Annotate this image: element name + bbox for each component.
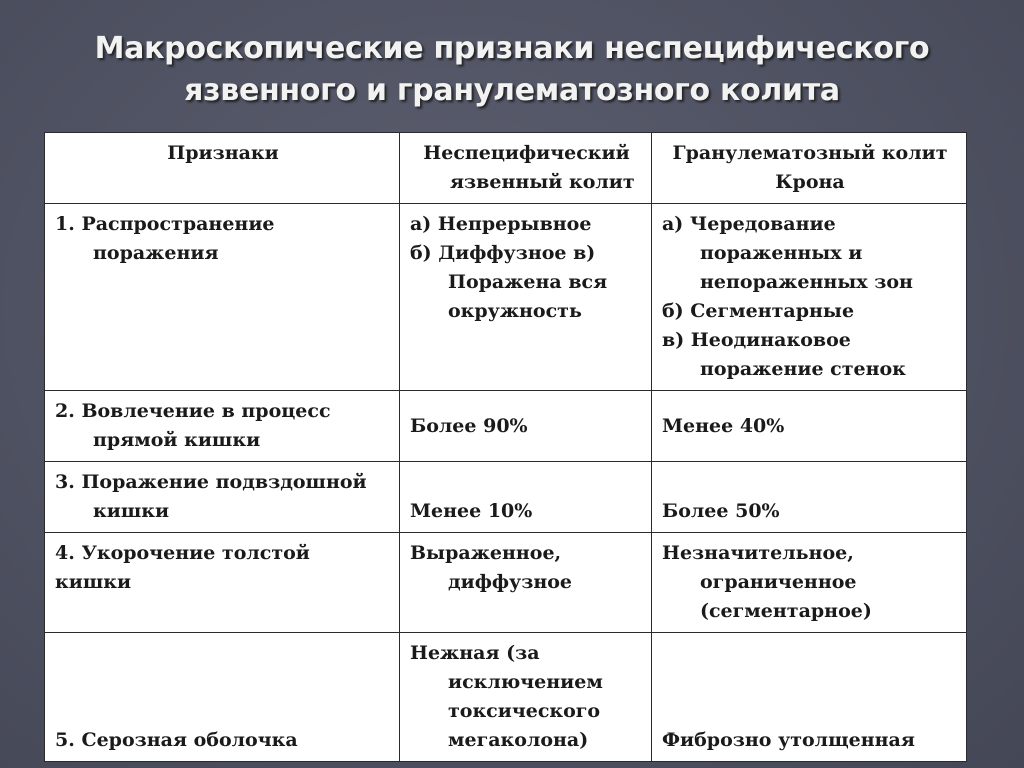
row5-ulcerative: Нежная (за исключением токсического мегаколона) <box>400 633 652 762</box>
row5-crohn: Фиброзно утолщенная <box>652 633 967 762</box>
row4-ulcerative: Выраженное, диффузное <box>400 533 652 633</box>
row2-sign: 2. Вовлечение в процесс прямой кишки <box>45 391 400 462</box>
row4-sign: 4. Укорочение толстой кишки <box>45 533 400 633</box>
row3-ulcerative: Менее 10% <box>400 462 652 533</box>
row5-sign: 5. Серозная оболочка <box>45 633 400 762</box>
row3-crohn: Более 50% <box>652 462 967 533</box>
slide-title-line-1: Макроскопические признаки неспецифического <box>94 31 930 66</box>
header-ulcerative-colitis: Неспецифический язвенный колит <box>400 133 652 204</box>
row1-crohn: а) Чередование пораженных и непораженных зон б) Сегментарные в) Неодинаковое поражение стенок <box>652 204 967 391</box>
row2-ulcerative: Более 90% <box>400 391 652 462</box>
table-row <box>45 204 967 391</box>
row1-sign: 1. Распространение поражения <box>45 204 400 391</box>
table-row <box>45 533 967 633</box>
row3-sign: 3. Поражение подвздошной кишки <box>45 462 400 533</box>
header-crohn-colitis: Гранулематозный колит Крона <box>652 133 967 204</box>
header-signs: Признаки <box>45 133 400 204</box>
row4-crohn: Незначительное, ограниченное (сегментарное) <box>652 533 967 633</box>
table-row <box>45 391 967 462</box>
row1-ulcerative: а) Непрерывное б) Диффузное в) Поражена вся окружность <box>400 204 652 391</box>
table-header-row <box>45 133 967 204</box>
slide-title <box>0 28 1024 112</box>
row2-crohn: Менее 40% <box>652 391 967 462</box>
table-row <box>45 462 967 533</box>
comparison-table <box>44 132 967 762</box>
slide-title-line-2: язвенного и гранулематозного колита <box>184 73 840 108</box>
table-row <box>45 633 967 762</box>
